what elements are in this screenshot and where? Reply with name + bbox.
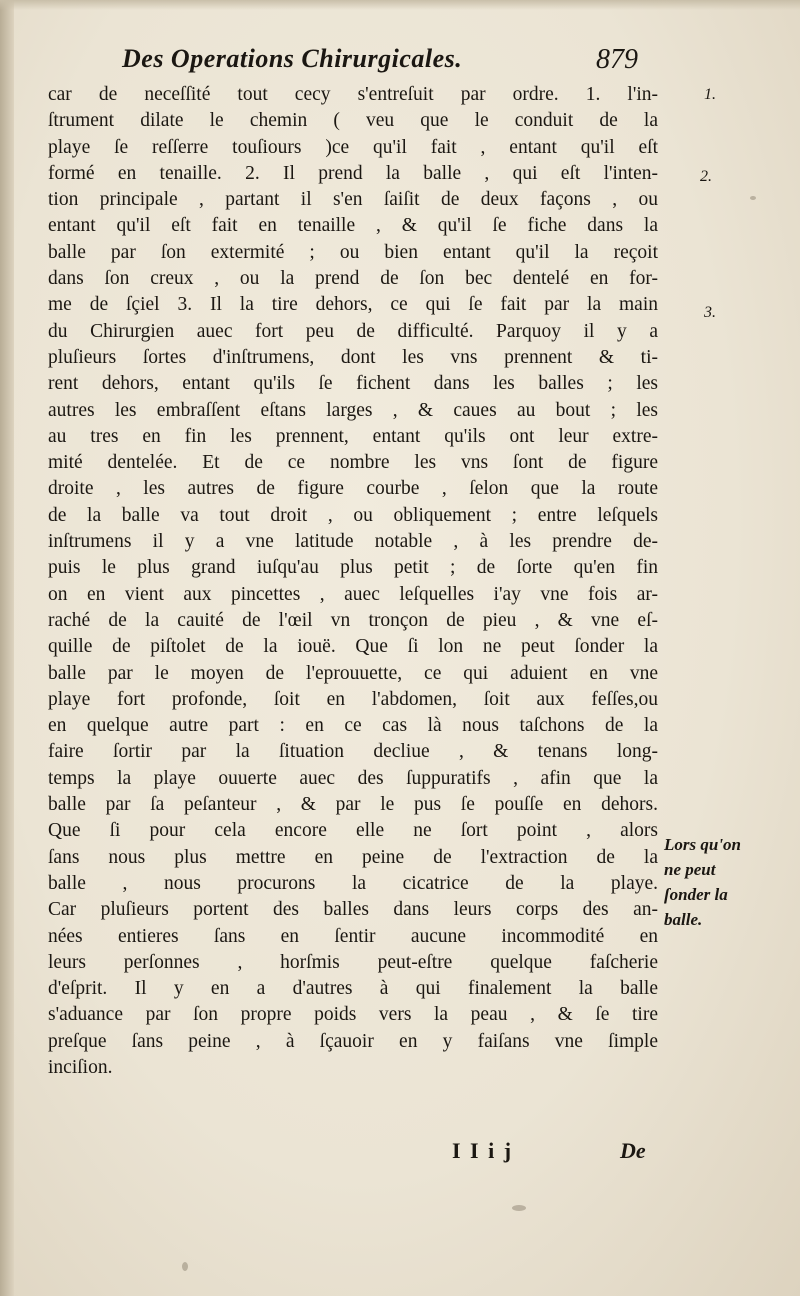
text-line: raché de la cauité de l'œil vn tronçon de pieu , & vne eſ- [48, 609, 658, 631]
catchword: De [620, 1138, 646, 1163]
text-line: playe fort profonde, ſoit en l'abdomen, ſoit aux feſſes,ou [48, 688, 658, 710]
text-line: au tres en fin les prennent, entant qu'ils ont leur extre- [48, 425, 658, 447]
running-title: Des Operations Chirurgicales. [122, 44, 463, 73]
side-note [664, 832, 794, 932]
paper-stain [512, 1205, 526, 1211]
signature-mark: I I i j [452, 1138, 514, 1163]
margin-number-1: 1. [704, 86, 716, 103]
text-line: de la balle va tout droit , ou obliquement ; entre leſquels [48, 504, 658, 526]
text-line: me de ſçiel 3. Il la tire dehors, ce qui ſe fait par la main [48, 294, 658, 316]
text-line: mité dentelée. Et de ce nombre les vns ſont de figure [48, 452, 658, 474]
text-line: d'eſprit. Il y en a d'autres à qui finalement la balle [48, 978, 658, 1000]
page-top-shadow [0, 0, 800, 10]
text-line: leurs perſonnes , horſmis peut-eſtre quelque faſcherie [48, 951, 658, 973]
text-line: car de neceſſité tout cecy s'entreſuit par ordre. 1. l'in- [48, 84, 658, 105]
text-line: du Chirurgien auec fort peu de difficulté. Parquoy il y a [48, 320, 658, 342]
text-line: s'aduance par ſon propre poids vers la peau , & ſe tire [48, 1004, 658, 1026]
margin-number-2: 2. [700, 168, 712, 185]
text-line: nées entieres ſans en ſentir aucune incommodité en [48, 925, 658, 947]
text-line: formé en tenaille. 2. Il prend la balle , qui eſt l'inten- [48, 162, 658, 184]
text-line: balle par le moyen de l'eprouuette, ce qui aduient en vne [48, 662, 658, 684]
text-line: inſtrumens il y a vne latitude notable , à les prendre de- [48, 531, 658, 553]
margin-number-3: 3. [704, 304, 716, 321]
text-line: puis le plus grand iuſqu'au plus petit ; de ſorte qu'en fin [48, 557, 658, 579]
text-line: Que ſi pour cela encore elle ne ſort point , alors [48, 820, 658, 842]
page-number: 879 [596, 44, 638, 75]
text-line: Car pluſieurs portent des balles dans leurs corps des an- [48, 899, 658, 921]
side-note-line: ſonder la [664, 885, 728, 904]
body-text [48, 82, 658, 1081]
text-line: dans ſon creux , ou la prend de ſon bec dentelé en for- [48, 268, 658, 290]
text-line: pluſieurs ſortes d'inſtrumens, dont les vns prennent & ti- [48, 346, 658, 368]
text-line: playe ſe reſſerre touſiours )ce qu'il fait , entant qu'il eſt [48, 136, 658, 158]
side-note-line: balle. [664, 910, 703, 929]
text-line: inciſion. [48, 1056, 113, 1078]
text-line: balle , nous procurons la cicatrice de la playe. [48, 872, 658, 894]
text-line: autres les embraſſent eſtans larges , & caues au bout ; les [48, 399, 658, 421]
text-line: ſans nous plus mettre en peine de l'extraction de la [48, 846, 658, 868]
paper-stain [182, 1262, 188, 1271]
side-note-line: ne peut [664, 860, 716, 879]
text-line: on en vient aux pincettes , auec leſquelles i'ay vne fois ar- [48, 583, 658, 605]
text-line: ſtrument dilate le chemin ( veu que le conduit de la [48, 110, 658, 132]
text-line: tion principale , partant il s'en ſaiſit de deux façons , ou [48, 189, 658, 211]
text-line: temps la playe ouuerte auec des ſuppuratifs , afin que la [48, 767, 658, 789]
page-header [0, 42, 800, 82]
paper-stain [750, 196, 756, 200]
text-line: preſque ſans peine , à ſçauoir en y faiſans vne ſimple [48, 1030, 658, 1052]
text-line: en quelque autre part : en ce cas là nous taſchons de la [48, 715, 658, 737]
text-line: balle par ſon extermité ; ou bien entant qu'il la reçoit [48, 241, 658, 263]
page-footer [0, 1134, 800, 1174]
text-line: quille de piſtolet de la iouë. Que ſi lon ne peut ſonder la [48, 636, 658, 658]
text-line: entant qu'il eſt fait en tenaille , & qu'il ſe fiche dans la [48, 215, 658, 237]
text-line: droite , les autres de figure courbe , ſelon que la route [48, 478, 658, 500]
page-gutter-shadow [0, 0, 14, 1296]
text-line: balle par ſa peſanteur , & par le pus ſe pouſſe en dehors. [48, 794, 658, 816]
text-line: rent dehors, entant qu'ils ſe fichent dans les balles ; les [48, 373, 658, 395]
side-note-line: Lors qu'on [664, 835, 741, 854]
text-line: faire ſortir par la ſituation decliue , & tenans long- [48, 741, 658, 763]
